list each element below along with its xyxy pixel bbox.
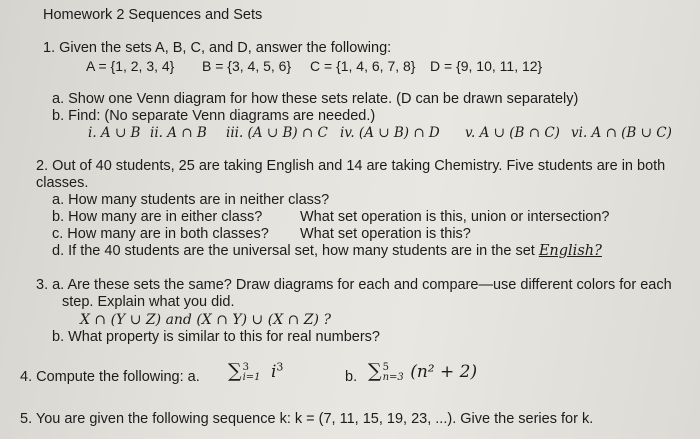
set-c: C = {1, 4, 6, 7, 8}: [310, 58, 416, 74]
q2-c: c. How many are in both classes?: [52, 226, 269, 242]
q4-a-sigma: ∑: [228, 360, 242, 382]
q1-a: a. Show one Venn diagram for how these sets relate. (D can be drawn separately): [52, 91, 579, 107]
q4-b-lower: n=3: [382, 371, 404, 383]
q1-part-vi: vi. A ∩ (B ∪ C): [571, 125, 672, 141]
set-a: A = {1, 2, 3, 4}: [86, 58, 175, 74]
q4-b-expression: [368, 360, 477, 383]
page-title: Homework 2 Sequences and Sets: [43, 7, 263, 23]
q2-c-extra: What set operation is this?: [300, 226, 471, 242]
q1-part-v: v. A ∪ (B ∩ C): [465, 125, 560, 141]
q4-b-sigma: ∑: [368, 360, 382, 382]
q2-a: a. How many students are in neither class?: [52, 192, 330, 208]
q1-part-i: i. A ∪ B: [88, 125, 141, 141]
q4-a-exponent: 3: [276, 360, 284, 374]
q1-part-iv: iv. (A ∪ B) ∩ D: [340, 125, 440, 141]
q5-text: 5. You are given the following sequence k: k = (7, 11, 15, 19, 23, ...). Give the series for k.: [20, 411, 594, 427]
q4-a-term: i: [270, 362, 277, 382]
q4-b-label: b.: [345, 369, 358, 385]
q3-line2: step. Explain what you did.: [62, 294, 235, 310]
set-d: D = {9, 10, 11, 12}: [430, 58, 543, 74]
q3-b: b. What property is similar to this for real numbers?: [52, 329, 380, 345]
q2-d-set: English?: [538, 243, 602, 259]
q4-b-term: (n² + 2): [410, 362, 478, 382]
q4-a-lower: i=1: [242, 371, 261, 383]
q4-b-upper: 5: [382, 361, 389, 373]
q1-b: b. Find: (No separate Venn diagrams are needed.): [52, 108, 376, 124]
q1-part-iii: iii. (A ∪ B) ∩ C: [226, 125, 328, 141]
set-b: B = {3, 4, 5, 6}: [202, 58, 292, 74]
q4-label: 4. Compute the following: a.: [20, 369, 200, 385]
q2-line2: classes.: [36, 175, 89, 191]
q4-a-expression: [228, 360, 283, 383]
q2-d: [52, 242, 602, 260]
q2-b-extra: What set operation is this, union or intersection?: [300, 209, 610, 225]
q3-expr: X ∩ (Y ∪ Z) and (X ∩ Y) ∪ (X ∩ Z) ?: [80, 312, 331, 328]
q4-a-upper: 3: [242, 361, 249, 373]
q2-line1: 2. Out of 40 students, 25 are taking English and 14 are taking Chemistry. Five students are in both: [36, 158, 666, 174]
q3-line1: 3. a. Are these sets the same? Draw diagrams for each and compare—use different colors for each: [36, 277, 672, 293]
q2-b: b. How many are in either class?: [52, 209, 263, 225]
q2-d-text: d. If the 40 students are the universal set, how many students are in the set: [52, 243, 535, 259]
q1-part-ii: ii. A ∩ B: [150, 125, 207, 141]
q1-intro: 1. Given the sets A, B, C, and D, answer the following:: [43, 40, 392, 56]
